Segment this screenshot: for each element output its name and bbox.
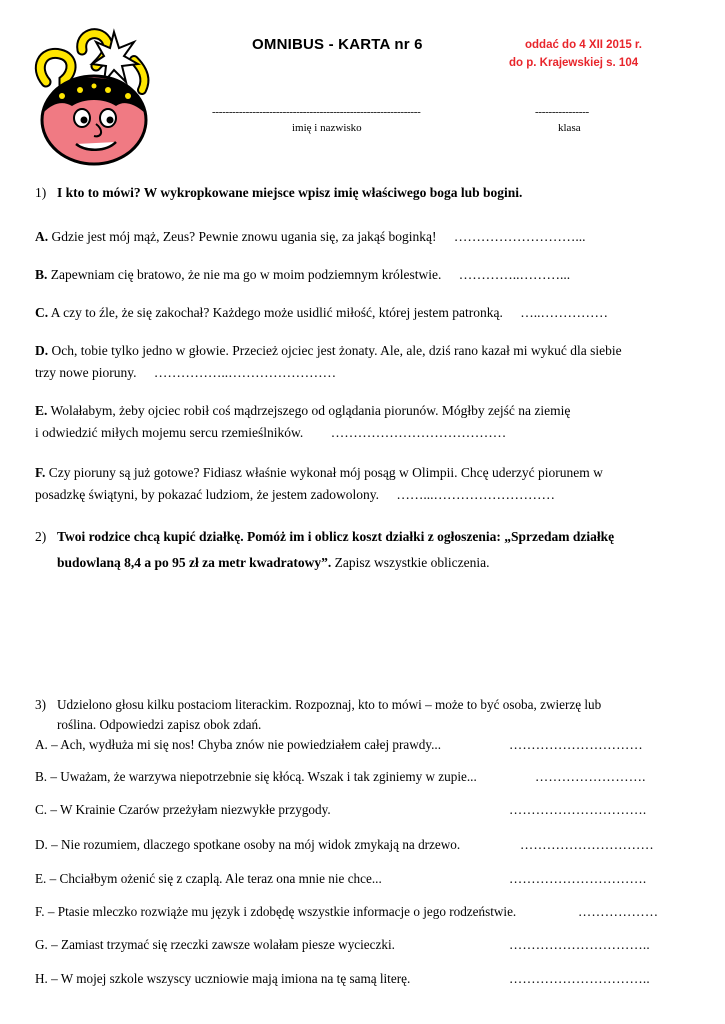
item-text: Och, tobie tylko jedno w głowie. Przecież ojciec jest żonaty. Ale, ale, dziś rano kazał mi wykuć dla siebie [51,343,622,358]
answer-dots[interactable]: …………..………... [458,267,571,282]
task3-answer-dots[interactable]: ………………………… [520,837,654,852]
item-text: Wolałabym, żeby ojciec robił coś mądrzejszego od oglądania piorunów. Mógłby zejść na ziemię [50,403,571,418]
task3-answer-dots[interactable]: …………………………. [509,871,647,886]
item-text: i odwiedzić miłych mojemu sercu rzemieślników. [35,425,304,440]
item-text: Zapewniam cię bratowo, że nie ma go w moim podziemnym królestwie. [50,267,442,282]
item-text: Gdzie jest mój mąż, Zeus? Pewnie znowu ugania się, za jakąś boginką! [51,229,437,244]
item-letter: E. [35,403,48,418]
task3-item-text: E. – Chciałbym ożenić się z czaplą. Ale teraz ona mnie nie chce... [35,871,382,886]
task2-line1: Twoi rodzice chcą kupić działkę. Pomóż im i oblicz koszt działki z ogłoszenia: „Sprzedam działkę [57,529,615,544]
answer-dots[interactable]: ……………..…………………… [153,365,337,380]
class-field-line[interactable]: ---------------- [535,106,589,118]
name-field-line[interactable]: -------------------------------------------------------------- [212,106,421,118]
task3-item-text: B. – Uważam, że warzywa niepotrzebnie się kłócą. Wszak i tak zginiemy w zupie... [35,769,477,784]
task3-answer-dots[interactable]: ………………………….. [509,971,650,986]
task3-item-text: D. – Nie rozumiem, dlaczego spotkane osoby na mój widok zmykają na drzewo. [35,837,461,852]
answer-dots[interactable]: ………………………... [453,229,586,244]
answer-dots[interactable]: ………………………………… [330,425,507,440]
task3-answer-dots[interactable]: ………………………… [509,737,643,752]
task3-answer-dots[interactable]: …………………………. [509,802,647,817]
task1-item-e [35,400,570,444]
item-text: A czy to źle, że się zakochał? Każdego może usidlić miłość, której jestem patronką. [50,305,503,320]
item-letter: B. [35,267,48,282]
task1-prompt: I kto to mówi? W wykropkowane miejsce wpisz imię właściwego boga lub bogini. [57,185,523,200]
task1-item-c [35,302,608,324]
task2-line2-normal: Zapisz wszystkie obliczenia. [331,555,490,570]
answer-dots[interactable]: ……...……………………… [396,487,556,502]
sheet-title: OMNIBUS - KARTA nr 6 [252,36,423,53]
item-text: trzy nowe pioruny. [35,365,137,380]
task1-item-b [35,264,570,286]
task1-item-d [35,340,622,384]
task3-item-text: G. – Zamiast trzymać się rzeczki zawsze wolałam piesze wycieczki. [35,937,395,952]
item-letter: C. [35,305,49,320]
room-text: do p. Krajewskiej s. 104 [509,57,639,69]
answer-dots[interactable]: …..…………… [520,305,608,320]
task3-line1: Udzielono głosu kilku postaciom literackim. Rozpoznaj, kto to mówi – może to być osoba, zwierzę lub [57,697,602,712]
class-caption: klasa [558,122,581,134]
item-letter: A. [35,229,49,244]
task3-number: 3) [35,697,46,712]
name-caption: imię i nazwisko [292,122,362,134]
task3-item-text: F. – Ptasie mleczko rozwiąże mu język i zdobędę wszystkie informacje o jego rodzeństwie. [35,904,517,919]
task3-line2: roślina. Odpowiedzi zapisz obok zdań. [57,717,262,732]
item-letter: F. [35,465,46,480]
item-text: posadzkę świątyni, by pokazać ludziom, że jestem zadowolony. [35,487,380,502]
task3-answer-dots[interactable]: ……………………. [535,769,646,784]
task1-number: 1) [35,185,47,200]
deadline-text: oddać do 4 XII 2015 r. [525,39,642,51]
item-letter: D. [35,343,49,358]
task3-answer-dots[interactable]: ……………… [578,904,659,919]
task3-item-text: C. – W Krainie Czarów przeżyłam niezwykłe przygody. [35,802,331,817]
task1-item-f [35,462,603,506]
task2-number: 2) [35,529,47,544]
omnibus-logo [24,20,164,170]
calculation-area[interactable] [57,580,677,680]
task2-line2 [57,552,489,574]
task2-line2-bold: budowlaną 8,4 a po 95 zł za metr kwadratowy”. [57,555,332,570]
task3-answer-dots[interactable]: ………………………….. [509,937,650,952]
task3-item-text: A. – Ach, wydłuża mi się nos! Chyba znów nie powiedziałem całej prawdy... [35,737,442,752]
task1-item-a [35,226,586,248]
task3-item-text: H. – W mojej szkole wszyscy uczniowie mają imiona na tę samą literę. [35,971,411,986]
item-text: Czy pioruny są już gotowe? Fidiasz właśnie wykonał mój posąg w Olimpii. Chcę uderzyć piorunem w [48,465,603,480]
